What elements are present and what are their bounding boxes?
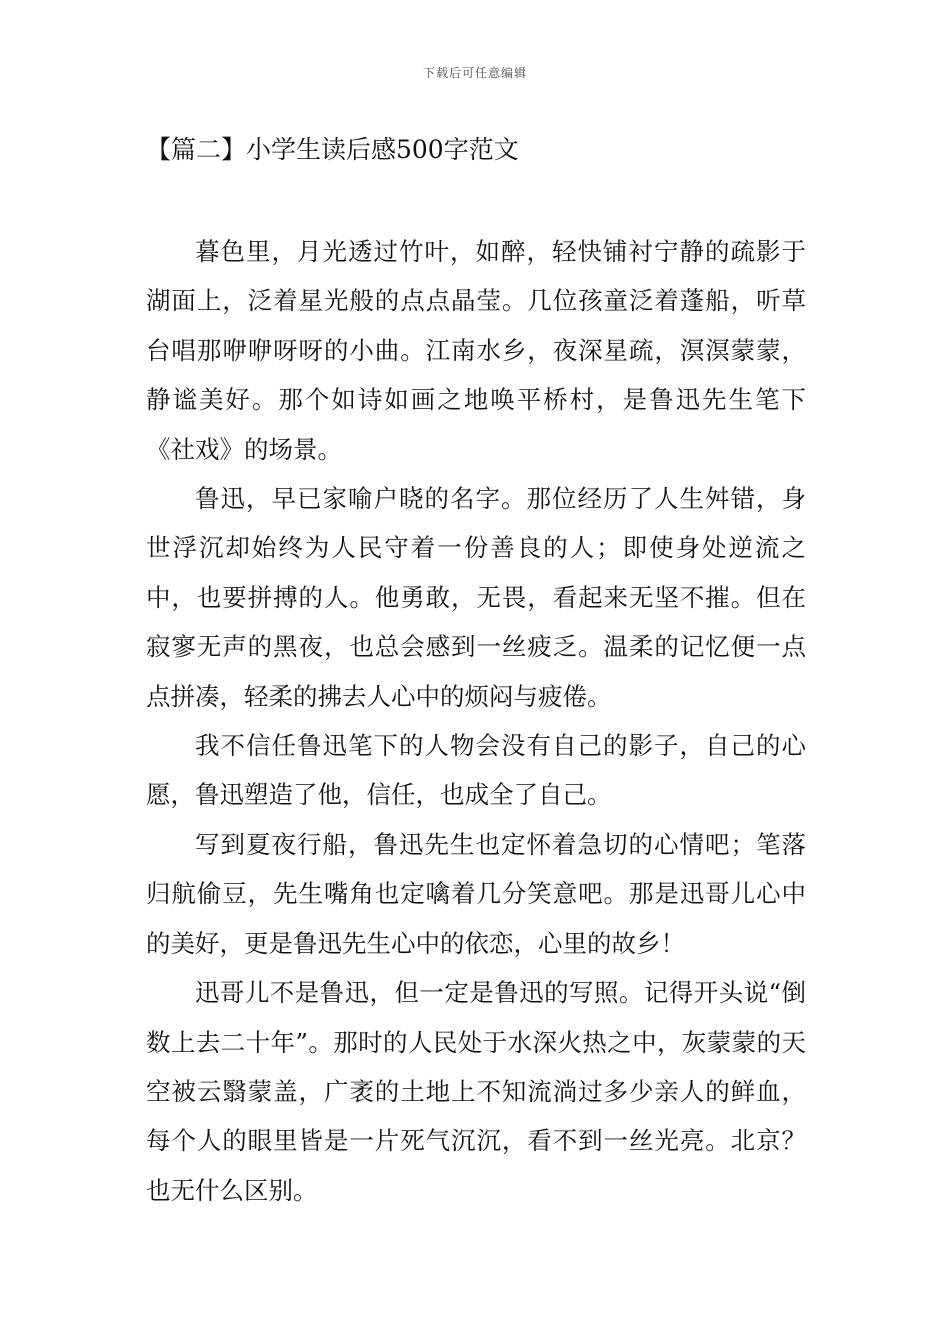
- paragraph-4: 写到夏夜行船，鲁迅先生也定怀着急切的心情吧；笔落归航偷豆，先生嘴角也定噙着几分笑意吧。那是迅哥儿心中的美好，更是鲁迅先生心中的依恋，心里的故乡！: [146, 829, 806, 958]
- paragraph-2: 鲁迅，早已家喻户晓的名字。那位经历了人生舛错，身世浮沉却始终为人民守着一份善良的人；即使身处逆流之中，也要拼搏的人。他勇敢，无畏，看起来无坚不摧。但在寂寥无声的黑夜，也总会感到一丝疲乏。温柔的记忆便一点点拼凑，轻柔的拂去人心中的烦闷与疲倦。: [146, 484, 806, 711]
- header-note: 下载后可任意编辑: [422, 66, 527, 80]
- document-title: 【篇二】小学生读后感500字范文: [146, 135, 519, 164]
- paragraph-3: 我不信任鲁迅笔下的人物会没有自己的影子，自己的心愿，鲁迅塑造了他，信任，也成全了自己。: [146, 731, 806, 810]
- paragraph-5: 迅哥儿不是鲁迅，但一定是鲁迅的写照。记得开头说“倒数上去二十年”。那时的人民处于水深火热之中，灰蒙蒙的天空被云翳蒙盖，广袤的土地上不知流淌过多少亲人的鲜血，每个人的眼里皆是一片死气沉沉，看不到一丝光亮。北京？也无什么区别。: [146, 978, 806, 1205]
- document-body: [146, 227, 806, 1215]
- paragraph-1: 暮色里，月光透过竹叶，如醉，轻快铺衬宁静的疏影于湖面上，泛着星光般的点点晶莹。几位孩童泛着蓬船，听草台唱那咿咿呀呀的小曲。江南水乡，夜深星疏，溟溟蒙蒙，静谧美好。那个如诗如画之地唤平桥村，是鲁迅先生笔下《社戏》的场景。: [146, 237, 806, 464]
